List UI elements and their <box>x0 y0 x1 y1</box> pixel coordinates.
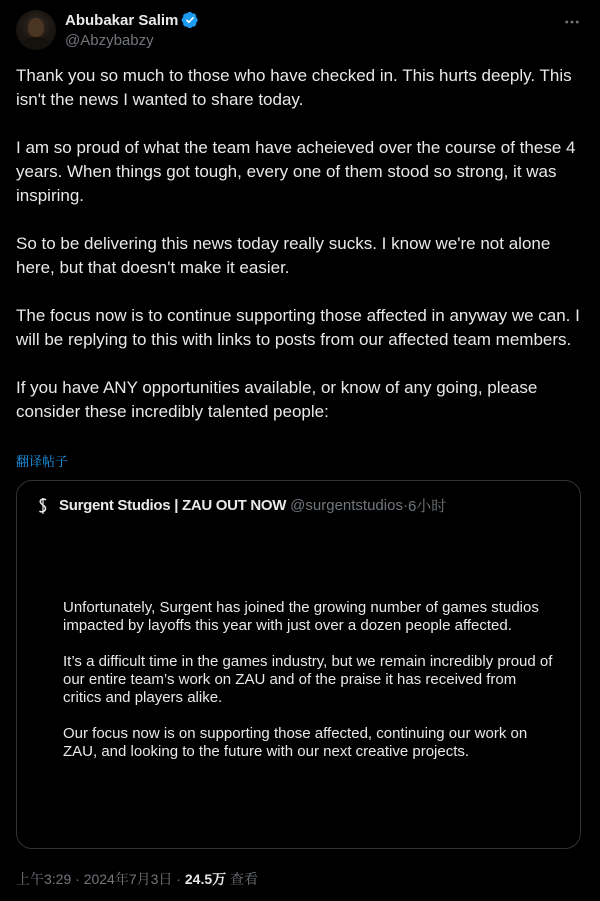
quoted-paragraph: Our focus now is on supporting those affected, continuing our work on ZAU, and looking to the future with our next creative projects. <box>63 725 528 760</box>
tweet-paragraph: So to be delivering this news today really sucks. I know we're not alone here, but that doesn't make it easier. <box>16 234 551 277</box>
quoted-timestamp[interactable]: 6小时 <box>407 498 447 515</box>
quoted-separator: · <box>402 497 408 514</box>
surgent-logo-icon <box>36 497 50 515</box>
translate-post-link[interactable]: 翻译帖子 <box>16 454 69 469</box>
verified-badge-icon <box>181 11 199 29</box>
tweet-text <box>16 64 586 424</box>
views-count: 24.5万 <box>184 871 227 887</box>
avatar-shoulders <box>21 37 51 50</box>
tweet-meta <box>16 869 258 889</box>
tweet-paragraph: I am so proud of what the team have acheieved over the course of these 4 years. When things got tough, every one of them stood so strong, it was inspiring. <box>16 138 576 205</box>
tweet-header <box>16 10 584 54</box>
more-options-button[interactable] <box>560 10 584 34</box>
quoted-author-handle[interactable]: @surgentstudios <box>290 497 403 514</box>
tweet-paragraph: If you have ANY opportunities available, or know of any going, please consider these incredibly talented people: <box>16 378 538 421</box>
avatar-face <box>28 18 44 37</box>
author-name-row <box>65 11 199 29</box>
author-avatar[interactable] <box>16 10 56 50</box>
post-time[interactable]: 上午3:29 <box>16 871 72 887</box>
post-date[interactable]: 2024年7月3日 <box>83 871 173 887</box>
quoted-paragraph: It’s a difficult time in the games industry, but we remain incredibly proud of our entire team’s work on ZAU and of the praise it has received from critics and players alike. <box>63 653 553 706</box>
more-horizontal-icon <box>563 13 581 31</box>
author-display-name[interactable]: Abubakar Salim <box>65 11 179 29</box>
quoted-author-name[interactable]: Surgent Studios | ZAU OUT NOW <box>59 497 287 514</box>
quoted-paragraph: Unfortunately, Surgent has joined the growing number of games studios impacted by layoffs this year with just over a dozen people affected. <box>63 599 539 634</box>
quoted-tweet-header <box>36 495 446 516</box>
tweet-paragraph: Thank you so much to those who have checked in. This hurts deeply. This isn't the news I wanted to share today. <box>16 66 572 109</box>
quoted-tweet-body <box>63 599 553 761</box>
author-handle[interactable]: @Abzybabzy <box>65 32 154 49</box>
tweet-paragraph: The focus now is to continue supporting those affected in anyway we can. I will be replying to this with links to posts from our affected team members. <box>16 306 580 349</box>
quoted-tweet[interactable] <box>16 480 581 849</box>
meta-separator: · <box>172 871 185 887</box>
meta-separator: · <box>71 871 84 887</box>
views-label: 查看 <box>226 871 259 887</box>
